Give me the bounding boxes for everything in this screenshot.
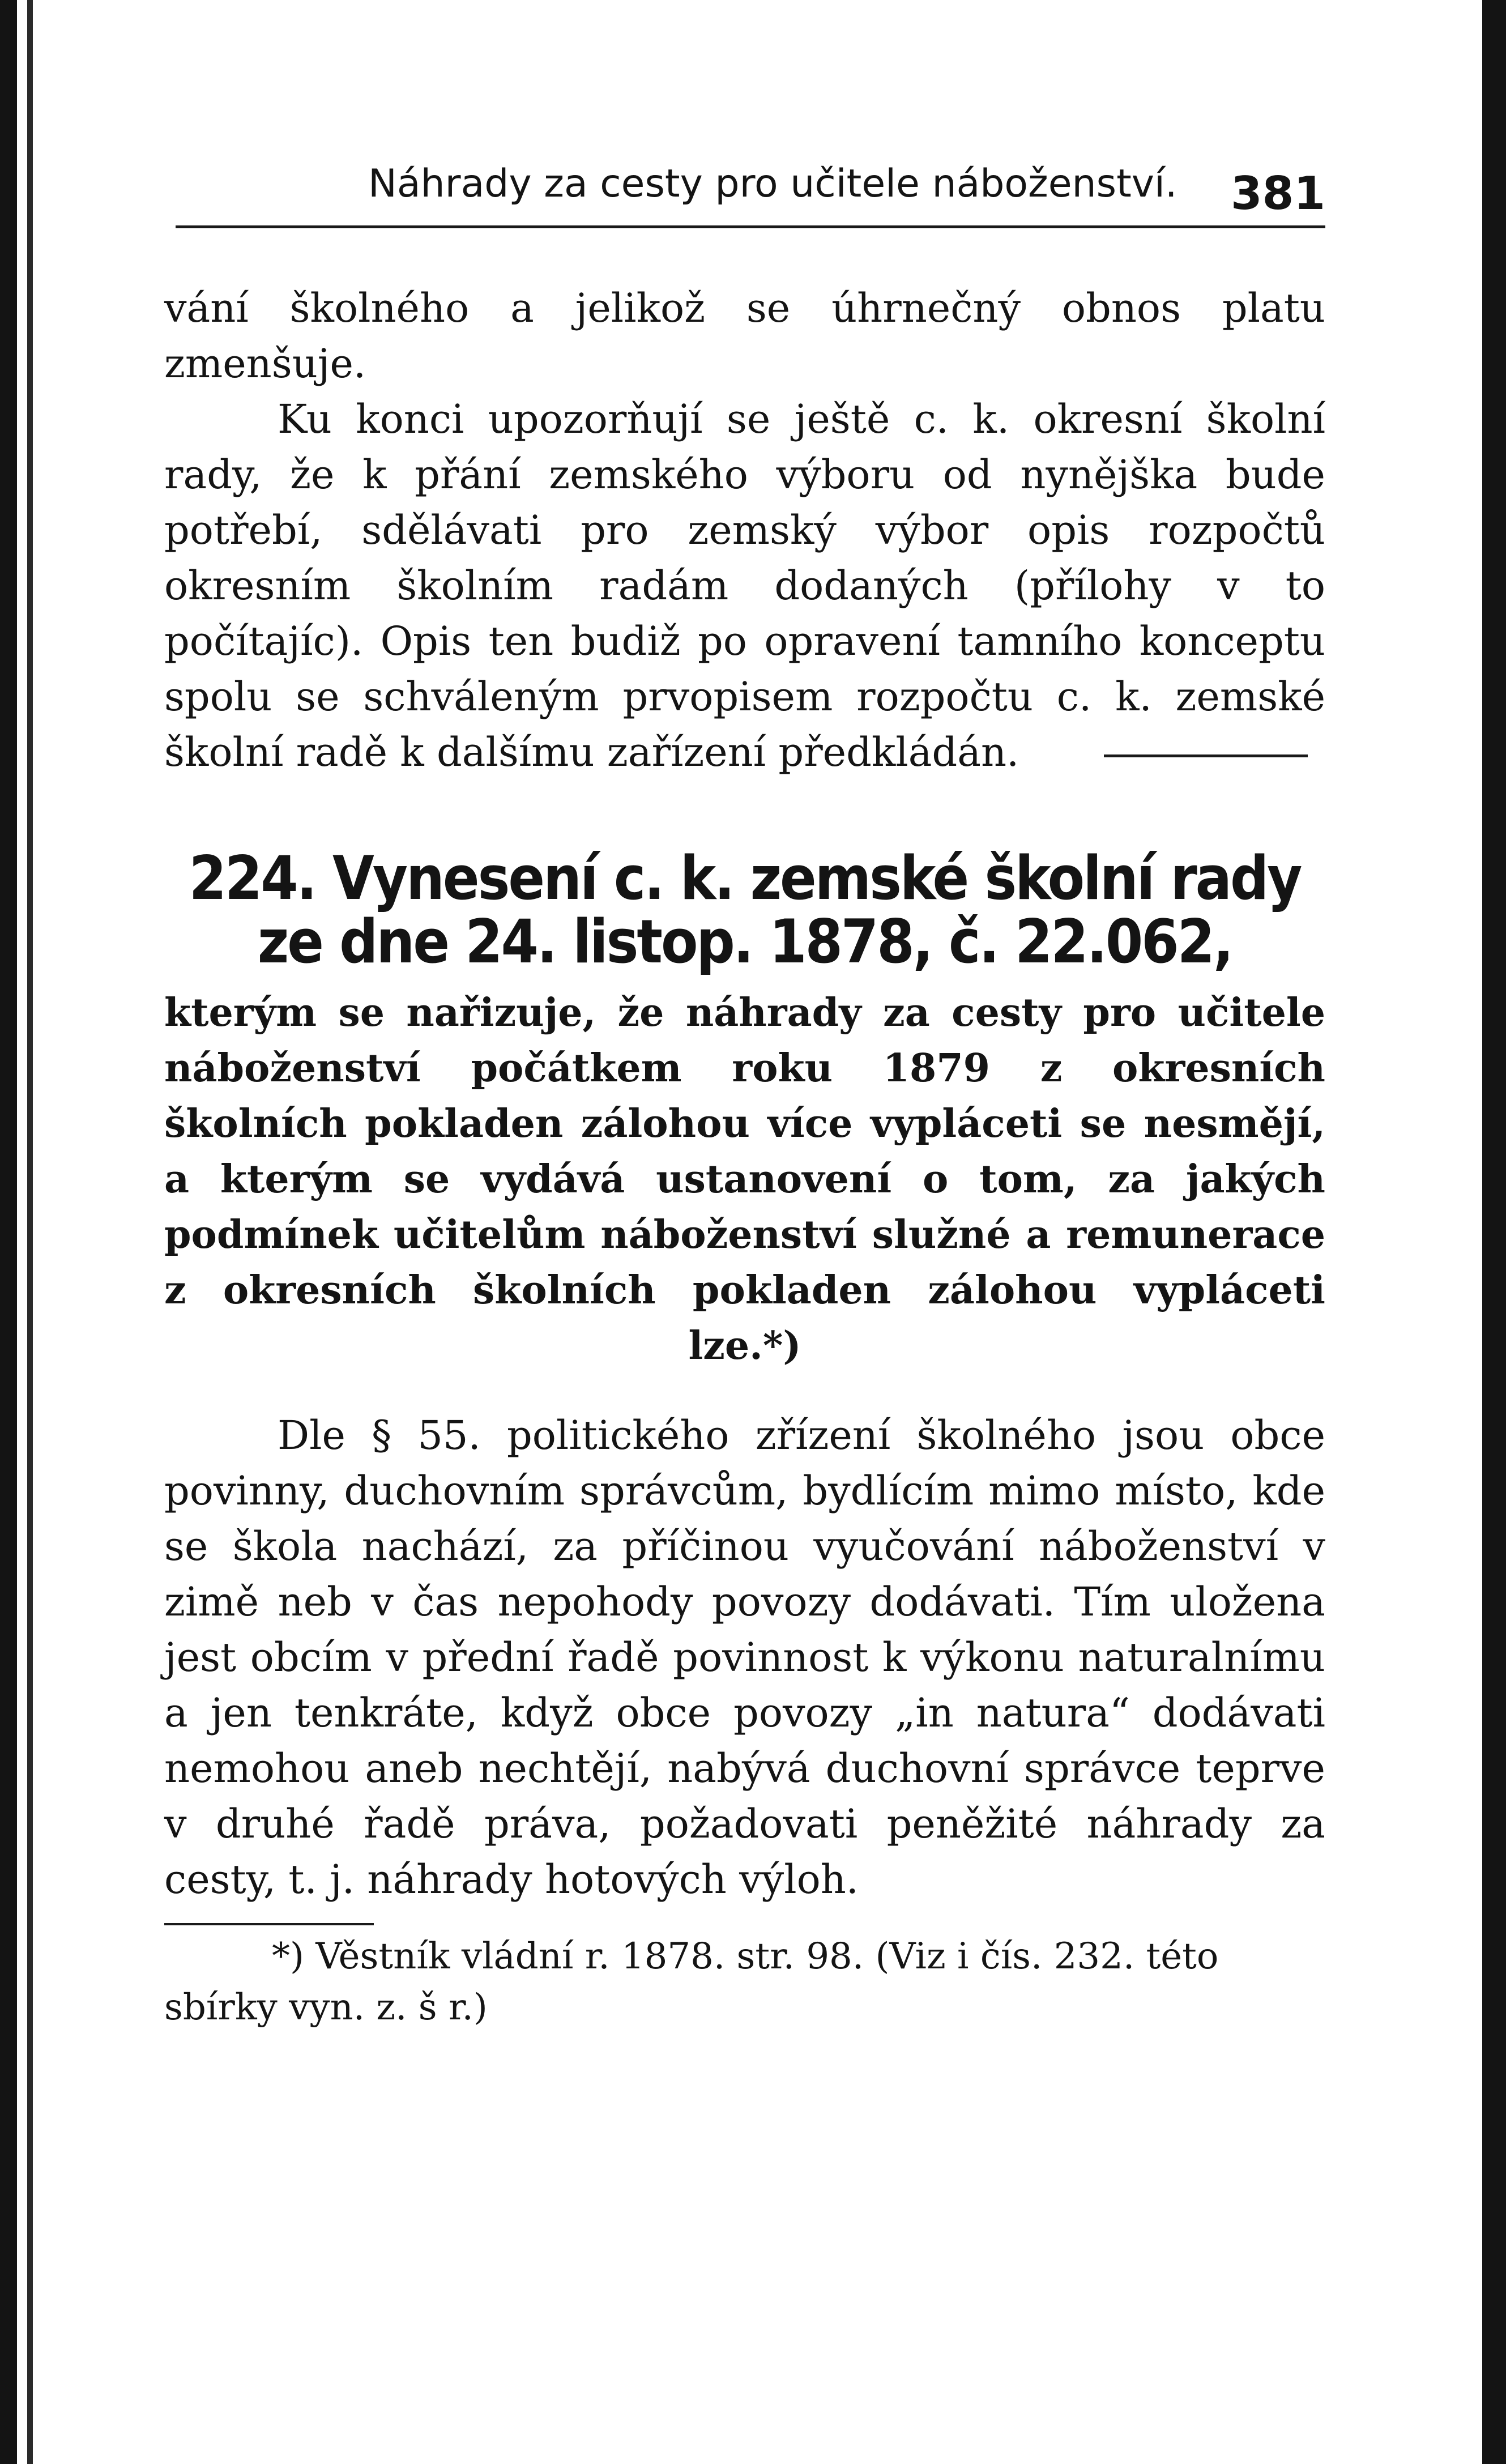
header-rule xyxy=(176,225,1325,228)
book-page xyxy=(164,142,1325,2033)
closing-paragraph-text: Ku konci upozorňují se ještě c. k. okresní školní rady, že k přání zemského výboru od nynějška bude potřebí, sdělávati pro zemský výbor opis rozpočtů okresním školním radám dodaných (přílohy v to počítajíc). Opis ten budiž po opravení tamního konceptu spolu se schváleným prvopisem rozpočtu c. k. zemské školní radě k dalšímu zařízení předkládán. xyxy=(164,396,1325,775)
section-summary: kterým se nařizuje, že náhrady za cesty pro učitele náboženství počátkem roku 1879 z okresních školních pokladen zálohou více vypláceti se nesmějí, a kterým se vydává ustanovení o tom, za jakých podmínek učitelům náboženství služné a remunerace z okresních školních pokladen zálohou vypláceti lze.*) xyxy=(164,990,1325,1369)
scan-border-right xyxy=(1482,0,1506,2464)
page-number: 381 xyxy=(1231,167,1325,220)
scan-border-left xyxy=(0,0,17,2464)
footnote-rule xyxy=(164,1923,374,1925)
footnote: *) Věstník vládní r. 1878. str. 98. (Viz i čís. 232. této sbírky vyn. z. š r.) xyxy=(164,1936,1219,2028)
continuation-text: vání školného a jelikož se úhrnečný obnos platu zmenšuje. xyxy=(164,285,1325,387)
continuation-paragraph xyxy=(164,280,1325,391)
section-heading-line-1: 224. Vynesení c. k. zemské školní rady xyxy=(189,843,1301,913)
closing-paragraph xyxy=(164,391,1325,780)
section-heading-line-2: ze dne 24. listop. 1878, č. 22.062, xyxy=(257,907,1232,977)
section-heading xyxy=(164,843,1325,977)
running-title: Náhrady za cesty pro učitele náboženství. xyxy=(368,161,1178,206)
page-header xyxy=(164,142,1325,227)
body-paragraph: Dle § 55. politického zřízení školného jsou obce povinny, duchovním správcům, bydlícím mimo místo, kde se škola nachází, za příčinou vyučování náboženství v zimě neb v čas nepohody povozy dodávati. Tím uložena jest obcím v přední řadě povinnost k výkonu naturalnímu a jen tenkráte, když obce povozy „in natura“ dodávati nemohou aneb nechtějí, nabývá duchovní správce teprve v druhé řadě práva, požadovati peněžité náhrady za cesty, t. j. náhrady hotových výloh. xyxy=(164,1412,1325,1903)
scan-border-left-inner xyxy=(27,0,33,2464)
section-separator-rule xyxy=(1104,754,1308,757)
